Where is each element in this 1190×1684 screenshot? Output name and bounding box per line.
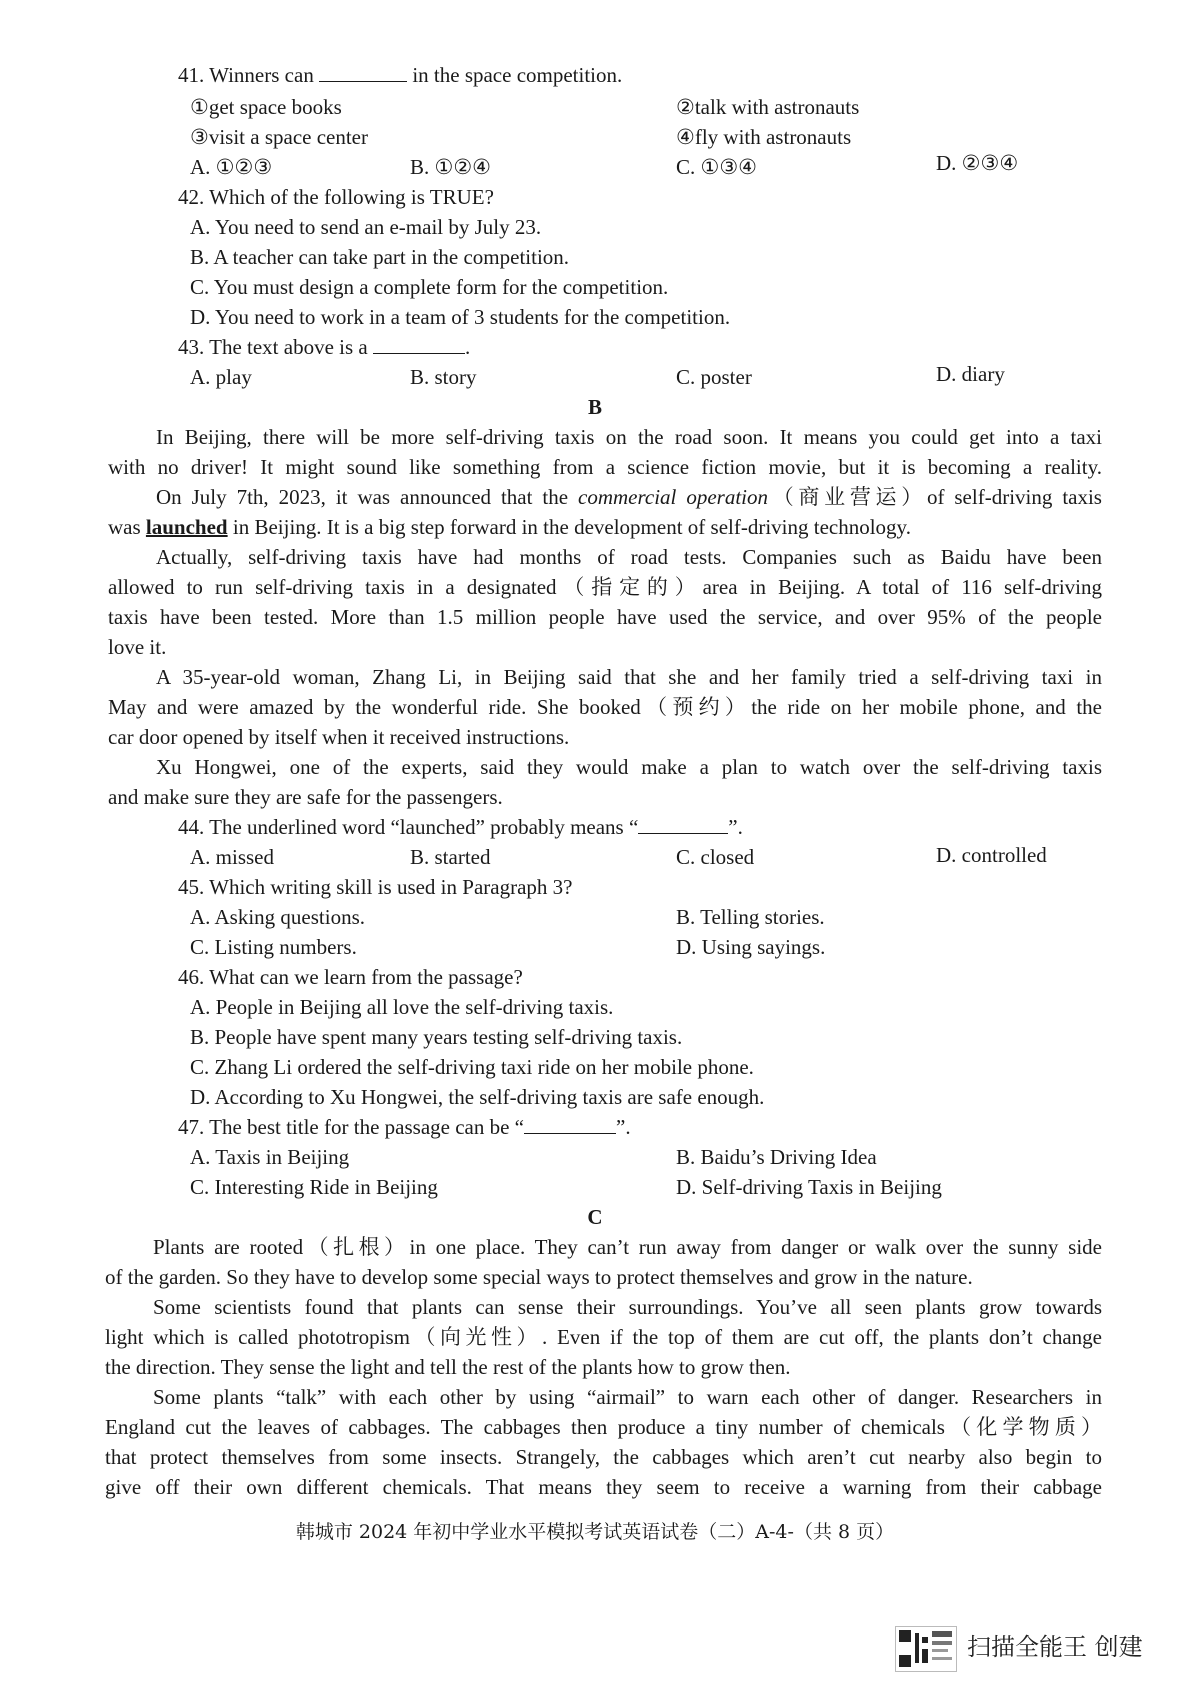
c-p3-line1: Some plants “talk” with each other by using “airmail” to warn each other of danger. Researchers in [153,1385,1102,1409]
q43-option-c: C. poster [676,365,752,389]
c-p2-line1: Some scientists found that plants can sense their surroundings. You’ve all seen plants grow towards [153,1295,1102,1319]
commercial-operation-term: commercial operation [578,485,769,509]
b-p3-line1: Actually, self-driving taxis have had months of road tests. Companies such as Baidu have been [156,545,1102,569]
b-p4-line3: car door opened by itself when it received instructions. [108,725,570,749]
q43-option-a: A. play [190,365,252,389]
q46-option-b: B. People have spent many years testing self-driving taxis. [190,1025,683,1049]
q41-option-b: B. ①②④ [410,155,491,179]
q46-option-a: A. People in Beijing all love the self-driving taxis. [190,995,614,1019]
answer-blank [638,815,728,834]
question-46-stem: 46. What can we learn from the passage? [178,965,523,989]
q47-option-d: D. Self-driving Taxis in Beijing [676,1175,942,1199]
scanner-brand-text: 扫描全能王 创建 [967,1633,1143,1661]
q41-item-3: ③visit a space center [190,125,368,149]
b-p2-l2-pre: was [108,515,146,539]
b-p1-line1: In Beijing, there will be more self-driving taxis on the road soon. It means you could get into a taxi [156,425,1102,449]
q44-option-a: A. missed [190,845,274,869]
c-p1-line2: of the garden. So they have to develop some special ways to protect themselves and grow in the nature. [105,1265,973,1289]
question-42-stem: 42. Which of the following is TRUE? [178,185,494,209]
question-44-stem [178,814,743,840]
b-p4-line2: May and were amazed by the wonderful ride. She booked（预约）the ride on her mobile phone, and the [108,695,1102,719]
q41-stem-pre: 41. Winners can [178,63,320,87]
q47-option-a: A. Taxis in Beijing [190,1145,350,1169]
page-footer: 韩城市 2024 年初中学业水平模拟考试英语试卷（二）A-4-（共 8 页） [295,1521,895,1543]
q47-option-c: C. Interesting Ride in Beijing [190,1175,438,1199]
c-p3-line4: give off their own different chemicals. That means they seem to receive a warning from their cabbage [105,1475,1102,1499]
q41-item-4: ④fly with astronauts [676,125,852,149]
q41-option-c: C. ①③④ [676,155,757,179]
b-p4-line1: A 35-year-old woman, Zhang Li, in Beijing said that she and her family tried a self-driving taxi in [156,665,1102,689]
q41-option-d: D. ②③④ [936,151,1019,175]
b-p2-l1-pre: On July 7th, 2023, it was announced that the [156,485,579,509]
c-p3-line2: England cut the leaves of cabbages. The cabbages then produce a tiny number of chemicals（化学物质） [105,1415,1102,1439]
c-p2-line3: the direction. They sense the light and tell the rest of the plants how to grow then. [105,1355,791,1379]
q42-option-a: A. You need to send an e-mail by July 23. [190,215,542,239]
question-45-stem: 45. Which writing skill is used in Paragraph 3? [178,875,573,899]
q43-stem-pre: 43. The text above is a [178,335,373,359]
q45-option-d: D. Using sayings. [676,935,826,959]
section-c-heading: C [587,1205,603,1229]
answer-blank [373,335,465,354]
c-p2-line2: light which is called phototropism（向光性）. Even if the top of them are cut off, the plants don’t change [105,1325,1102,1349]
qr-code-icon [895,1626,957,1672]
q43-option-b: B. story [410,365,477,389]
b-p2-line2 [108,514,911,540]
c-p3-line3: that protect themselves from some insects. Strangely, the cabbages which aren’t cut nearby also begin to [105,1445,1102,1469]
q44-option-b: B. started [410,845,491,869]
q44-stem-post: ”. [728,815,743,839]
b-p3-line3: taxis have been tested. More than 1.5 million people have used the service, and over 95% of the people [108,605,1102,629]
q42-option-d: D. You need to work in a team of 3 students for the competition. [190,305,731,329]
section-b-heading: B [587,395,602,419]
q43-stem-post: . [464,335,471,359]
b-p3-line4: love it. [108,635,167,659]
answer-blank [524,1115,616,1134]
scanner-watermark [895,1622,1185,1674]
q42-option-b: B. A teacher can take part in the competition. [190,245,570,269]
b-p1-line2: with no driver! It might sound like something from a science fiction movie, but it is becoming a reality. [108,455,1102,479]
q46-option-c: C. Zhang Li ordered the self-driving taxi ride on her mobile phone. [190,1055,754,1079]
q41-stem-post: in the space competition. [407,63,623,87]
q45-option-b: B. Telling stories. [676,905,825,929]
b-p2-l1-post: （商业营运）of self-driving taxis [768,485,1102,509]
q41-item-1: ①get space books [190,95,342,119]
q44-option-c: C. closed [676,845,755,869]
b-p3-line2: allowed to run self-driving taxis in a designated（指定的）area in Beijing. A total of 116 self-driving [108,575,1102,599]
question-47-stem [178,1114,631,1140]
underlined-word-launched: launched [145,515,228,539]
b-p5-line1: Xu Hongwei, one of the experts, said they would make a plan to watch over the self-driving taxis [156,755,1102,779]
q42-option-c: C. You must design a complete form for the competition. [190,275,669,299]
c-p1-line1: Plants are rooted（扎根）in one place. They can’t run away from danger or walk over the sunny side [153,1235,1102,1259]
q41-item-2: ②talk with astronauts [676,95,860,119]
q43-option-d: D. diary [936,362,1005,386]
q45-option-c: C. Listing numbers. [190,935,357,959]
q47-option-b: B. Baidu’s Driving Idea [676,1145,877,1169]
q41-option-a: A. ①②③ [190,155,273,179]
q45-option-a: A. Asking questions. [190,905,366,929]
b-p2-line1 [156,484,1102,510]
question-41-stem [178,62,622,88]
answer-blank [319,63,407,82]
q44-stem-pre: 44. The underlined word “launched” probably means “ [178,815,639,839]
q47-stem-pre: 47. The best title for the passage can be “ [178,1115,524,1139]
question-43-stem [178,334,470,360]
q44-option-d: D. controlled [936,843,1047,867]
b-p2-l2-post: in Beijing. It is a big step forward in the development of self-driving technology. [227,515,911,539]
q46-option-d: D. According to Xu Hongwei, the self-driving taxis are safe enough. [190,1085,765,1109]
q47-stem-post: ”. [616,1115,631,1139]
b-p5-line2: and make sure they are safe for the passengers. [108,785,503,809]
